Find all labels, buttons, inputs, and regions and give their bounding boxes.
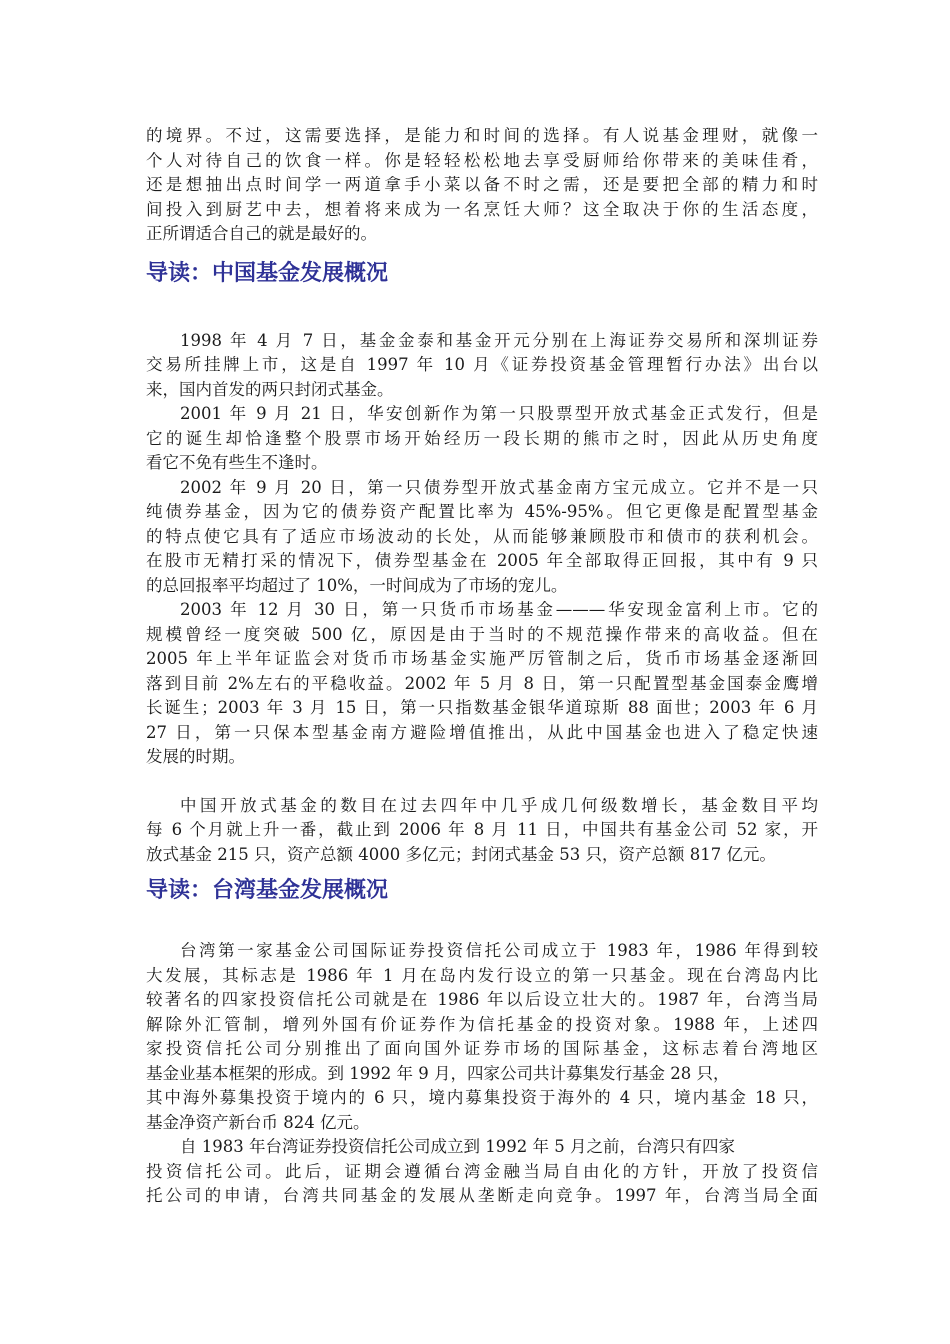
text-line: 1998 年 4 月 7 日，基金金泰和基金开元分别在上海证券交易所和深圳证券	[180, 330, 818, 350]
text-line: 正所谓适合自己的就是最好的。	[146, 224, 377, 243]
text-line: 解除外汇管制，增列外国有价证券作为信托基金的投资对象。1988 年，上述四	[146, 1014, 818, 1034]
paragraph	[146, 402, 818, 476]
text-line: 纯债券基金，因为它的债券资产配置比率为 45%-95%。但它更像是配置型基金	[146, 502, 818, 521]
text-line: 基金业基本框架的形成。到 1992 年 9 月，四家公司共计募集发行基金 28 只，	[146, 1063, 730, 1083]
spacer	[146, 299, 818, 329]
text-line: 较著名的四家投资信托公司就是在 1986 年以后设立壮大的。1987 年，台湾当局	[146, 990, 818, 1009]
text-line: 投资信托公司。此后，证期会遵循台湾金融当局自由化的方针，开放了投资信	[146, 1161, 818, 1181]
text-line: 长诞生；2003 年 3 月 15 日，第一只指数基金银华道琼斯 88 面世；2003 年 6 月	[146, 698, 818, 717]
section-heading-china: 导读：中国基金发展概况	[146, 260, 389, 286]
text-line: 27 日，第一只保本型基金南方避险增值推出，从此中国基金也进入了稳定快速	[146, 722, 818, 742]
text-line: 个人对待自己的饮食一样。你是轻轻松松地去享受厨师给你带来的美味佳肴，	[146, 150, 818, 170]
text-line: 每 6 个月就上升一番，截止到 2006 年 8 月 11 日，中国共有基金公司 52 家，开	[146, 820, 818, 839]
paragraph	[146, 794, 818, 868]
text-line: 在股市无精打采的情况下，债券型基金在 2005 年全部取得正回报，其中有 9 只	[146, 551, 818, 570]
text-line: 规模曾经一度突破 500 亿，原因是由于当时的不规范操作带来的高收益。但在	[146, 624, 818, 644]
text-line: 中国开放式基金的数目在过去四年中几乎成几何级数增长，基金数目平均	[180, 795, 818, 815]
spacer	[146, 770, 818, 794]
text-line: 间投入到厨艺中去，想着将来成为一名烹饪大师？这全取决于你的生活态度，	[146, 199, 818, 219]
paragraph	[146, 1135, 818, 1209]
text-line: 2005 年上半年证监会对货币市场基金实施严厉管制之后，货币市场基金逐渐回	[146, 649, 818, 668]
text-line: 自 1983 年台湾证券投资信托公司成立到 1992 年 5 月之前，台湾只有四家	[180, 1137, 735, 1156]
text-line: 看它不免有些生不逢时。	[146, 453, 328, 472]
text-line: 其中海外募集投资于境内的 6 只，境内募集投资于海外的 4 只，境内基金 18 只，	[146, 1088, 818, 1107]
text-line: 2001 年 9 月 21 日，华安创新作为第一只股票型开放式基金正式发行，但是	[180, 404, 818, 423]
text-line: 2003 年 12 月 30 日，第一只货币市场基金———华安现金富利上市。它的	[180, 600, 818, 619]
text-line: 还是想抽出点时间学一两道拿手小菜以备不时之需，还是要把全部的精力和时	[146, 175, 818, 194]
text-line: 落到目前 2%左右的平稳收益。2002 年 5 月 8 日，第一只配置型基金国泰金鹰增	[146, 673, 818, 693]
text-line: 的特点使它具有了适应市场波动的长处，从而能够兼顾股市和债市的获利机会。	[146, 526, 818, 546]
document-body	[146, 124, 818, 1209]
text-line: 托公司的申请，台湾共同基金的发展从垄断走向竞争。1997 年，台湾当局全面	[146, 1186, 818, 1205]
text-line: 来，国内首发的两只封闭式基金。	[146, 379, 394, 399]
text-line: 台湾第一家基金公司国际证券投资信托公司成立于 1983 年，1986 年得到较	[180, 941, 818, 960]
text-line: 放式基金 215 只，资产总额 4000 多亿元；封闭式基金 53 只，资产总额 817 亿元。	[146, 844, 776, 864]
spacer	[146, 915, 818, 939]
text-line: 基金净资产新台币 824 亿元。	[146, 1112, 370, 1132]
paragraph	[146, 476, 818, 599]
text-line: 交易所挂牌上市，这是自 1997 年 10 月《证券投资基金管理暂行办法》出台以	[146, 355, 818, 374]
text-line: 的总回报率平均超过了 10%，一时间成为了市场的宠儿。	[146, 575, 568, 595]
text-line: 大发展，其标志是 1986 年 1 月在岛内发行设立的第一只基金。现在台湾岛内比	[146, 965, 818, 985]
text-line: 发展的时期。	[146, 747, 245, 766]
paragraph	[146, 329, 818, 403]
paragraph	[146, 939, 818, 1135]
paragraph	[146, 598, 818, 770]
text-line: 2002 年 9 月 20 日，第一只债券型开放式基金南方宝元成立。它并不是一只	[180, 477, 818, 497]
text-line: 的境界。不过，这需要选择，是能力和时间的选择。有人说基金理财，就像一	[146, 126, 818, 145]
intro-paragraph	[146, 124, 818, 247]
text-line: 它的诞生却恰逢整个股票市场开始经历一段长期的熊市之时，因此从历史角度	[146, 428, 818, 448]
section-heading-taiwan: 导读：台湾基金发展概况	[146, 878, 389, 903]
text-line: 家投资信托公司分别推出了面向国外证券市场的国际基金，这标志着台湾地区	[146, 1039, 818, 1058]
